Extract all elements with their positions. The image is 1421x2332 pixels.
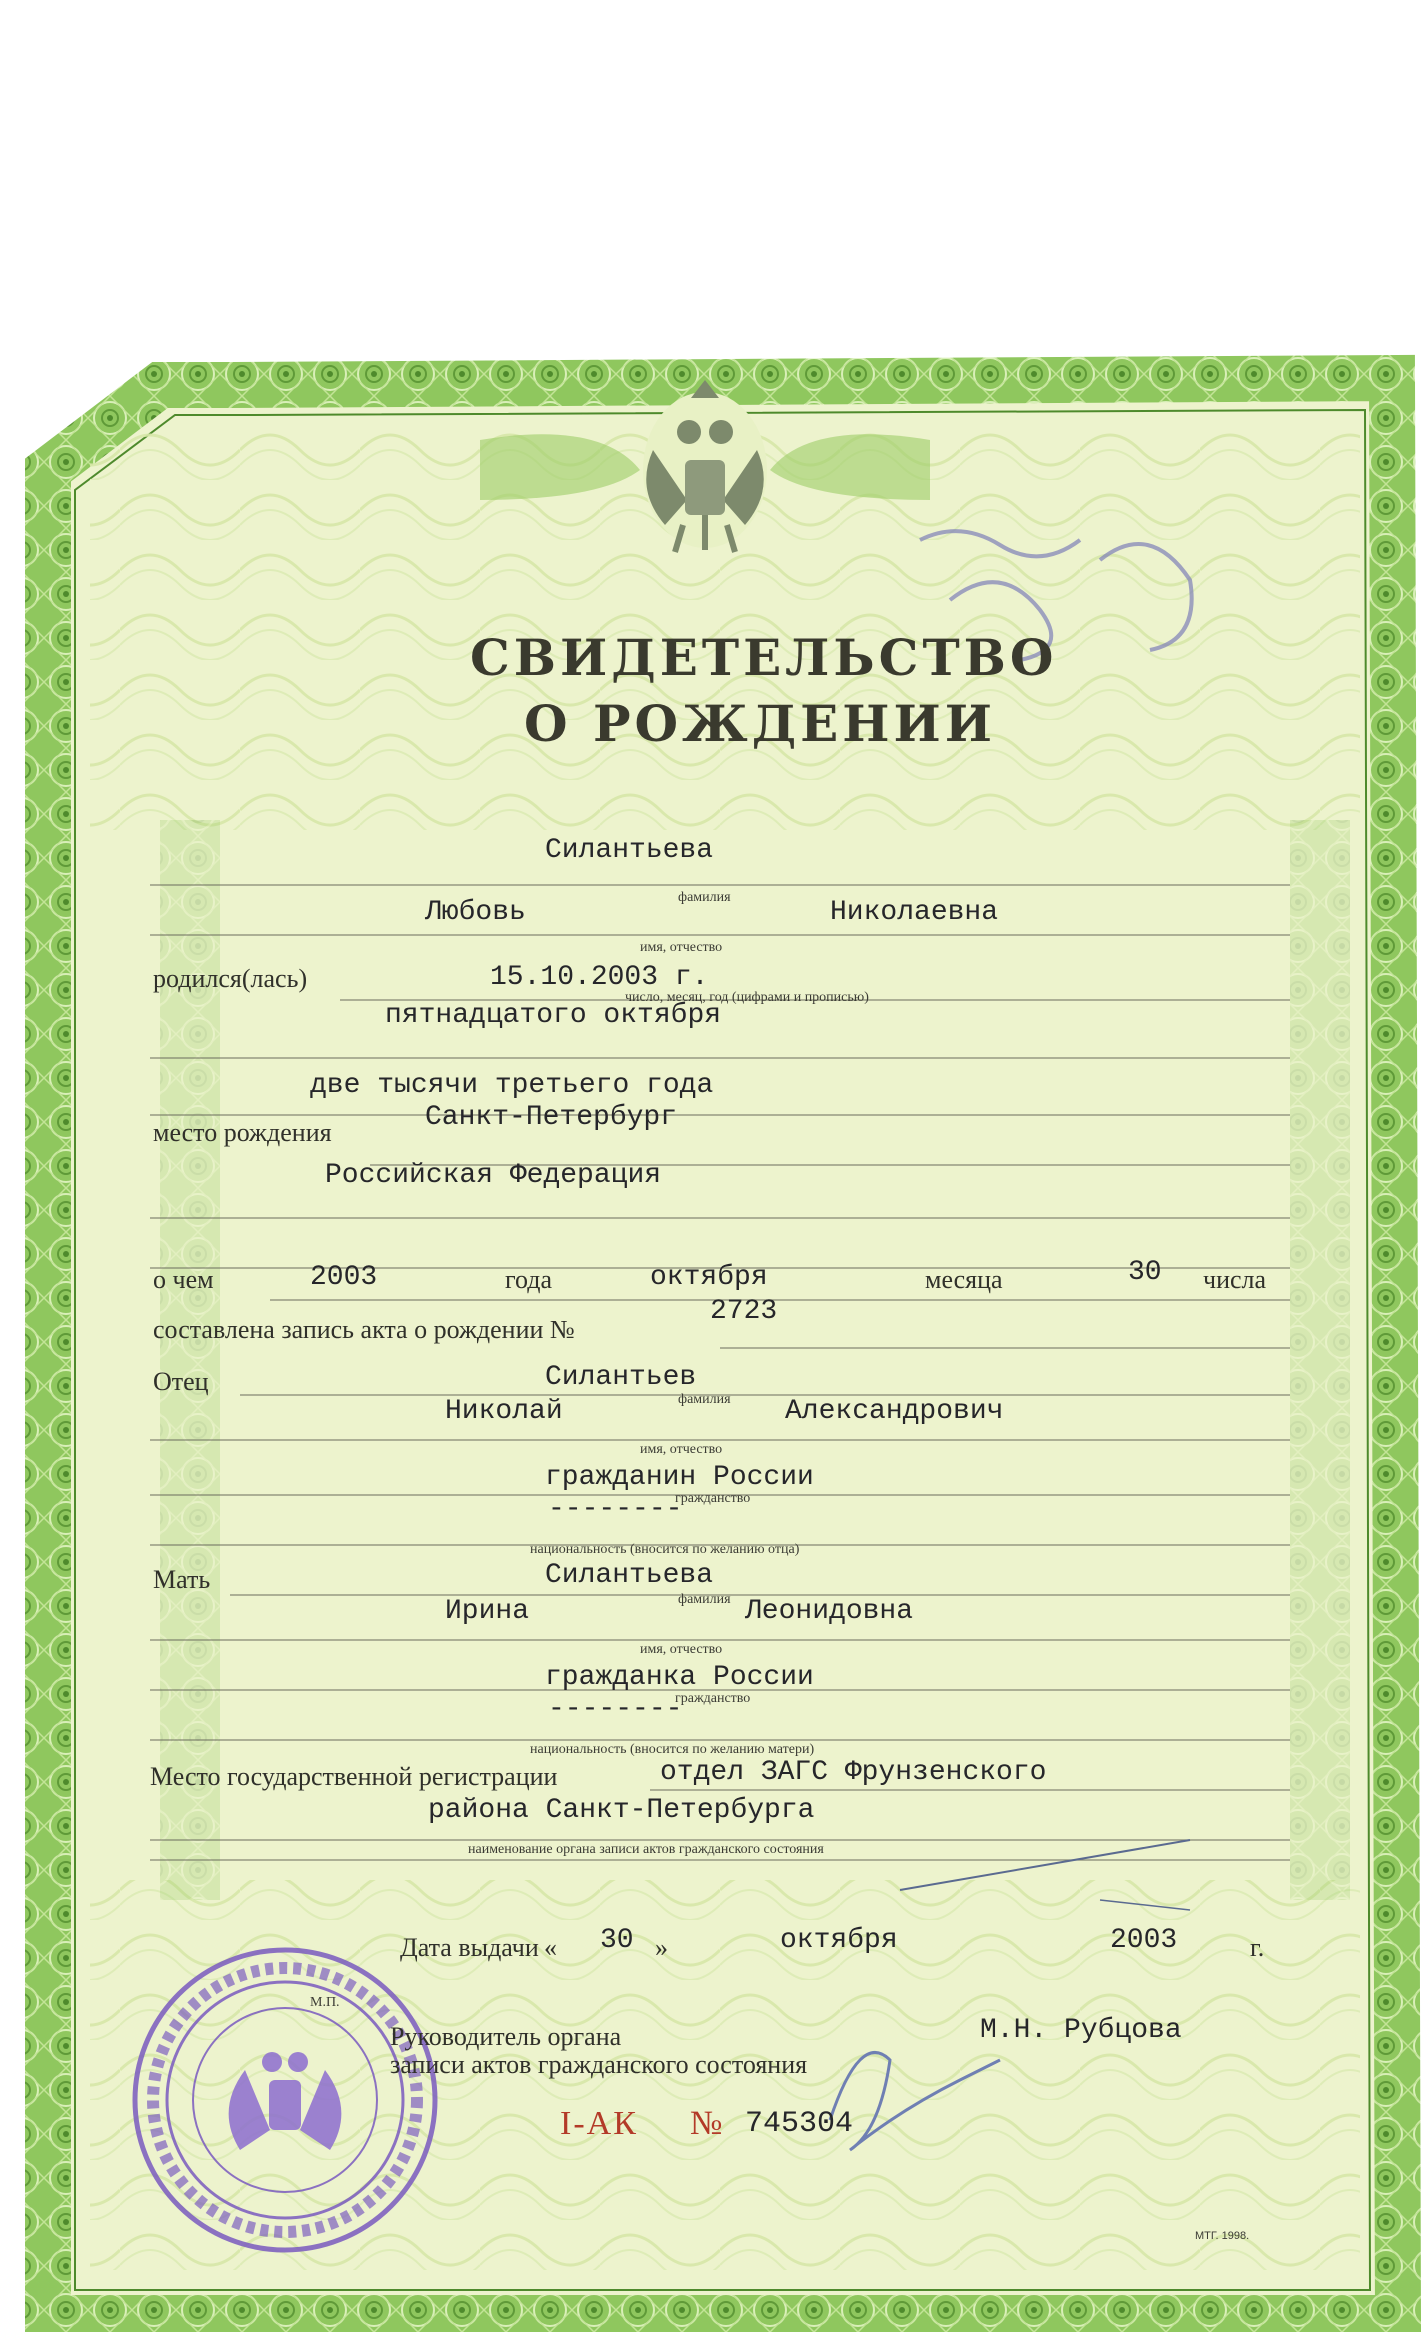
serial-number: 745304 [745, 2107, 854, 2141]
child-name-caption: имя, отчество [640, 940, 723, 955]
father-label: Отец [153, 1367, 209, 1396]
head-label2: записи актов гражданского состояния [390, 2050, 808, 2079]
father-surname-caption: фамилия [678, 1392, 731, 1407]
father-surname: Силантьев [545, 1362, 697, 1393]
birth-date-words2: две тысячи третьего года [310, 1070, 714, 1101]
registration-label: Место государственной регистрации [150, 1762, 558, 1791]
mother-surname-caption: фамилия [678, 1592, 731, 1607]
mother-nationality: -------- [548, 1694, 683, 1725]
registration-caption: наименование органа записи актов гражданского состояния [468, 1842, 824, 1857]
father-patronymic: Александрович [785, 1396, 1004, 1427]
mother-label: Мать [153, 1565, 211, 1594]
record-number: 2723 [710, 1296, 778, 1327]
registration-place2: района Санкт-Петербурга [428, 1795, 815, 1826]
child-patronymic: Николаевна [830, 897, 999, 928]
birth-place-label: место рождения [153, 1118, 332, 1147]
issue-label: Дата выдачи [400, 1933, 539, 1962]
father-name: Николай [445, 1396, 563, 1427]
stamp-place-mark: М.П. [310, 1995, 340, 2010]
issue-year-suffix: г. [1250, 1933, 1265, 1962]
mother-citizenship-caption: гражданство [675, 1691, 751, 1706]
record-month-label: месяца [925, 1265, 1003, 1294]
head-name: М.Н. Рубцова [980, 2015, 1182, 2046]
child-name: Любовь [425, 897, 526, 928]
record-year-label: года [505, 1265, 553, 1294]
father-name-caption: имя, отчество [640, 1442, 723, 1457]
head-label1: Руководитель органа [390, 2022, 622, 2051]
birth-date-words1: пятнадцатого октября [385, 1000, 722, 1031]
father-citizenship: гражданин России [545, 1462, 814, 1493]
issue-year: 2003 [1110, 1925, 1178, 1956]
father-nationality: -------- [548, 1494, 683, 1525]
mother-nationality-caption: национальность (вносится по желанию матери) [530, 1742, 815, 1757]
mother-patronymic: Леонидовна [745, 1596, 914, 1627]
record-year: 2003 [310, 1262, 378, 1293]
birth-date: 15.10.2003 г. [490, 962, 709, 993]
serial-series: I-АК [560, 2105, 638, 2142]
printer-mark: МТГ. 1998. [1195, 2230, 1250, 2242]
certificate-title-line2: О РОЖДЕНИИ [524, 694, 997, 753]
mother-name-caption: имя, отчество [640, 1642, 723, 1657]
child-surname-caption: фамилия [678, 890, 731, 905]
father-citizenship-caption: гражданство [675, 1491, 751, 1506]
birth-place2: Российская Федерация [325, 1160, 662, 1191]
record-month: октября [650, 1262, 768, 1293]
birth-label: родился(лась) [153, 964, 308, 993]
certificate-title-line1: СВИДЕТЕЛЬСТВО [470, 628, 1058, 687]
registration-place1: отдел ЗАГС Фрунзенского [660, 1757, 1047, 1788]
birth-date-caption: число, месяц, год (цифрами и прописью) [625, 990, 869, 1005]
issue-quote-close: » [655, 1933, 668, 1962]
mother-name: Ирина [445, 1596, 530, 1627]
record-day: 30 [1128, 1257, 1162, 1288]
child-surname: Силантьева [545, 835, 714, 866]
mother-citizenship: гражданка России [545, 1662, 814, 1693]
issue-day: 30 [600, 1925, 634, 1956]
record-day-label: числа [1203, 1265, 1267, 1294]
record-about-label: о чем [153, 1265, 214, 1294]
record-label: составлена запись акта о рождении № [153, 1315, 575, 1344]
serial-no-sign: № [690, 2105, 725, 2142]
father-nationality-caption: национальность (вносится по желанию отца) [530, 1542, 800, 1557]
birth-place1: Санкт-Петербург [425, 1102, 678, 1133]
issue-month: октября [780, 1925, 898, 1956]
issue-quote-open: « [544, 1933, 557, 1962]
mother-surname: Силантьева [545, 1560, 714, 1591]
